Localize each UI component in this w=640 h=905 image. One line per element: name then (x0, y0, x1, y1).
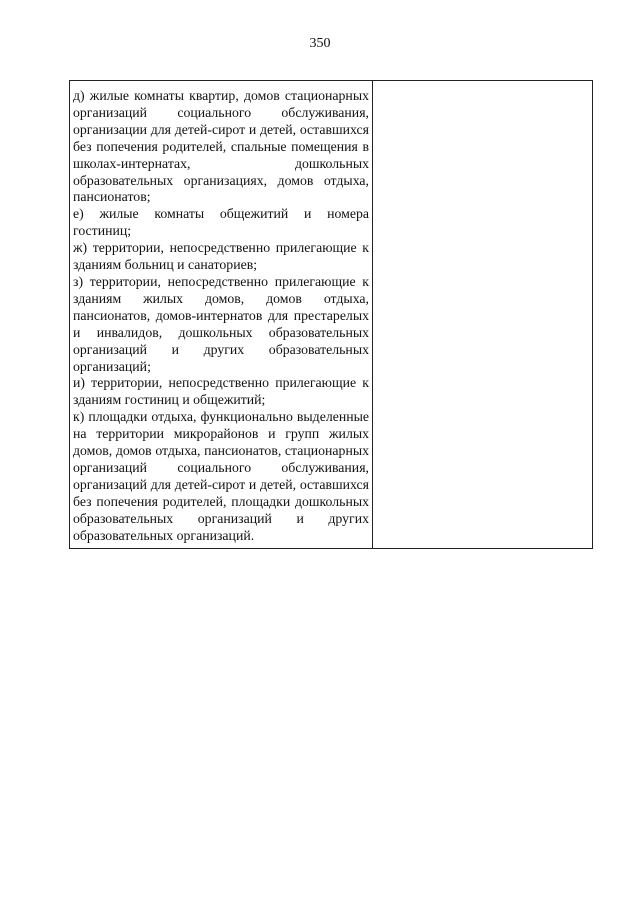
table-cell-left (70, 81, 373, 549)
page-number: 350 (309, 36, 331, 51)
list-item-z: з) территории, непосредственно прилегающие к зданиям жилых домов, домов отдыха, пансионатов, домов-интернатов для престарелых и инвалидов, дошкольных образовательных организаций и других образовательных организаций; (73, 273, 369, 374)
list-item-zh: ж) территории, непосредственно прилегающие к зданиям больниц и санаториев; (73, 240, 369, 273)
document-table (69, 80, 593, 549)
table-row (70, 81, 593, 549)
list-item-e: е) жилые комнаты общежитий и номера гостиниц; (73, 206, 369, 239)
table-cell-right (373, 81, 593, 549)
list-item-d: д) жилые комнаты квартир, домов стационарных организаций социального обслуживания, организации для детей-сирот и детей, оставшихся без попечения родителей, спальные помещения в школах-интернатах, дошкольных образовательных организациях, домов отдыха, пансионатов; (73, 88, 369, 205)
list-item-i: и) территории, непосредственно прилегающие к зданиям гостиниц и общежитий; (73, 375, 369, 408)
list-item-k: к) площадки отдыха, функционально выделенные на территории микрорайонов и групп жилых домов, домов отдыха, пансионатов, стационарных организаций социального обслуживания, организаций для детей-сирот и детей, оставшихся без попечения родителей, площадки дошкольных образовательных организаций и других образовательных организаций. (73, 409, 369, 543)
